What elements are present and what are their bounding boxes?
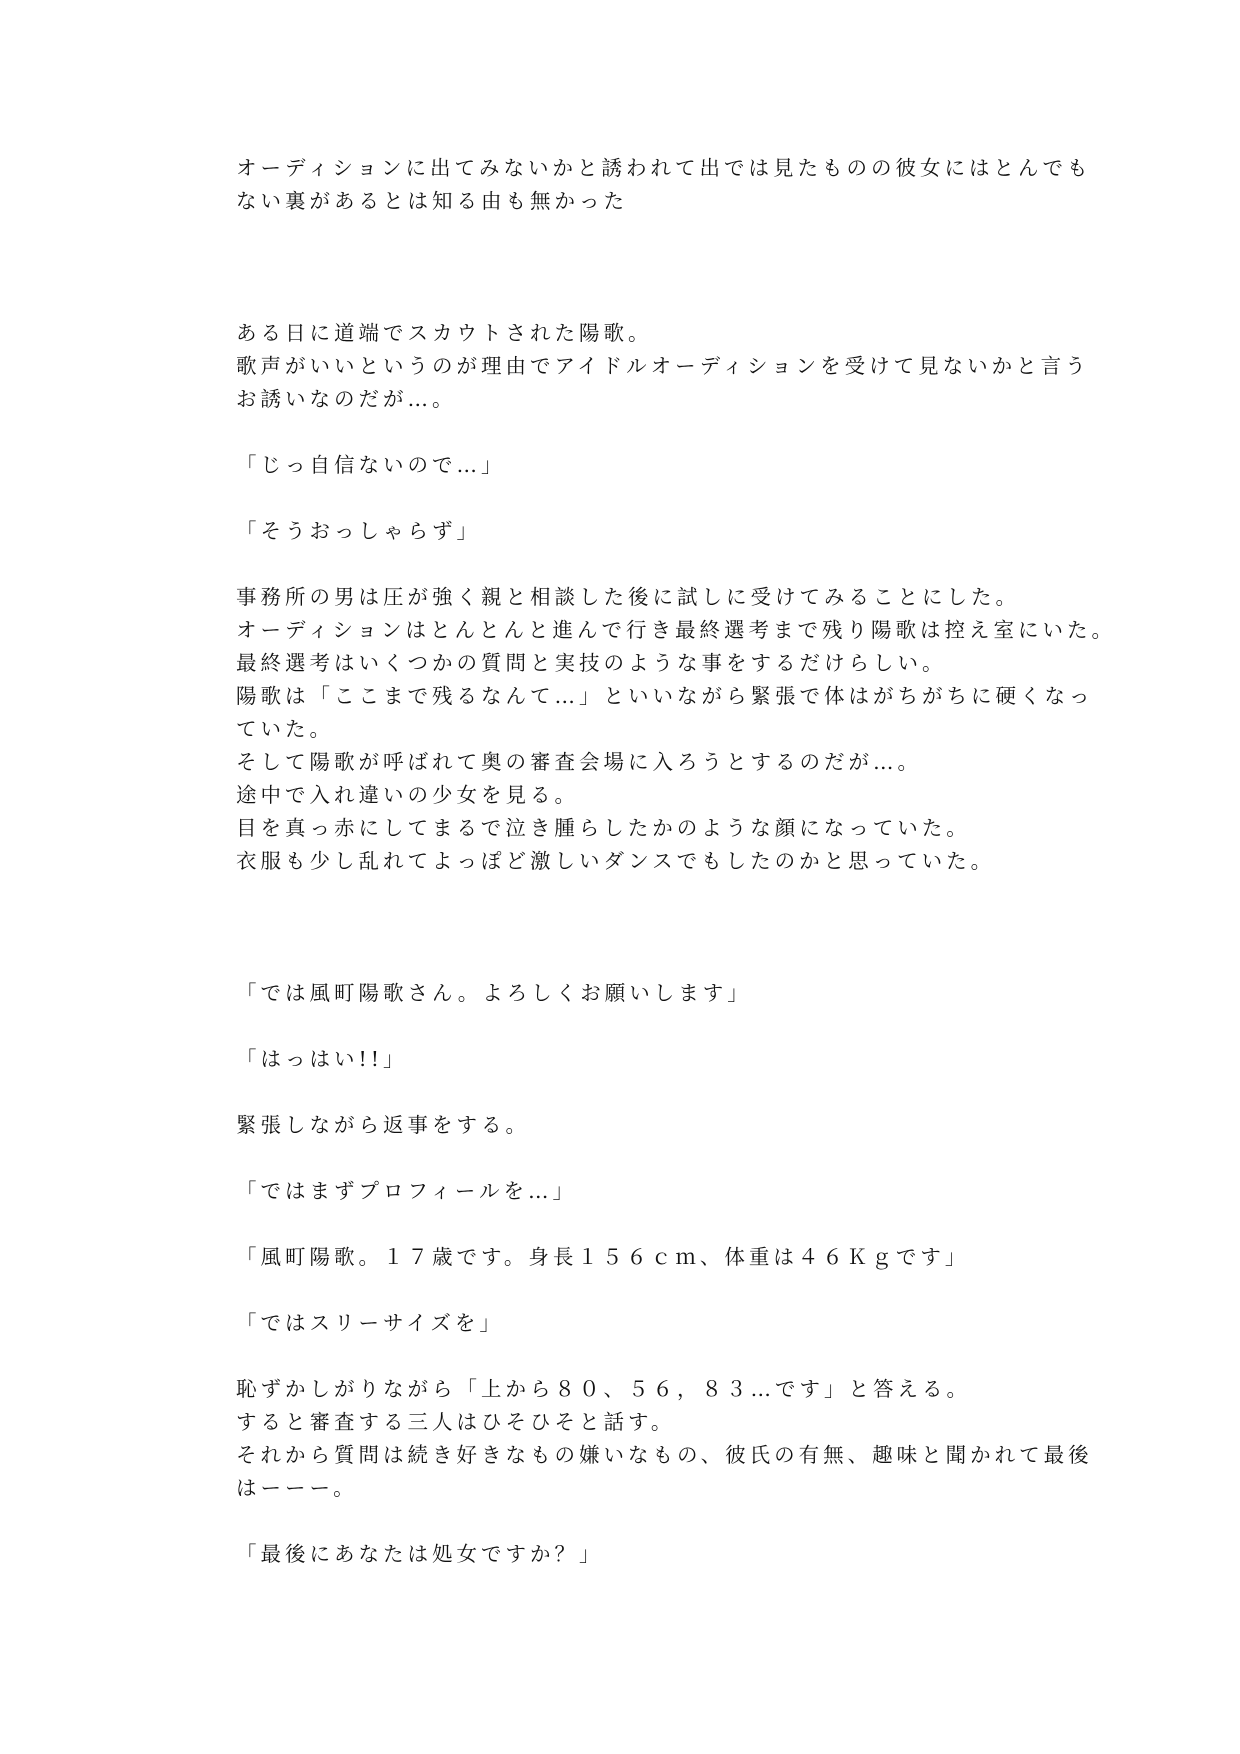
text-line: ある日に道端でスカウトされた陽歌。 bbox=[236, 321, 653, 345]
text-line: 「最後にあなたは処女ですか？」 bbox=[236, 1542, 604, 1566]
text-line: 「そうおっしゃらず」 bbox=[236, 519, 481, 543]
text-line: 衣服も少し乱れてよっぽど激しいダンスでもしたのかと思っていた。 bbox=[236, 849, 996, 873]
text-line: 「はっはい!!」 bbox=[236, 1047, 408, 1071]
text-line: オーディションに出てみないかと誘われて出では見たものの彼女にはとんでも bbox=[236, 156, 1092, 180]
text-line: 「ではスリーサイズを」 bbox=[236, 1311, 504, 1335]
text-line: 歌声がいいというのが理由でアイドルオーディションを受けて見ないかと言う bbox=[236, 354, 1090, 378]
text-line: すると審査する三人はひそひそと話す。 bbox=[236, 1410, 676, 1434]
text-line: ていた。 bbox=[236, 717, 334, 741]
text-line: 途中で入れ違いの少女を見る。 bbox=[236, 783, 579, 807]
text-line: 目を真っ赤にしてまるで泣き腫らしたかのような顔になっていた。 bbox=[236, 816, 971, 840]
text-line: それから質問は続き好きなもの嫌いなもの、彼氏の有無、趣味と聞かれて最後 bbox=[236, 1443, 1093, 1467]
text-line: お誘いなのだが…。 bbox=[236, 387, 457, 411]
text-line: 「風町陽歌。１７歳です。身長１５６ｃｍ、体重は４６Ｋｇです」 bbox=[236, 1245, 970, 1269]
text-line: 緊張しながら返事をする。 bbox=[236, 1113, 530, 1137]
text-line: 「じっ自信ないので…」 bbox=[236, 453, 506, 477]
text-line: そして陽歌が呼ばれて奥の審査会場に入ろうとするのだが…。 bbox=[236, 750, 922, 774]
text-line: はーーー。 bbox=[236, 1476, 358, 1500]
text-line: 「では風町陽歌さん。よろしくお願いします」 bbox=[236, 981, 752, 1005]
text-line: 「ではまずプロフィールを…」 bbox=[236, 1179, 577, 1203]
text-line: 恥ずかしがりながら「上から８０、５６，８３…です」と答える。 bbox=[236, 1377, 971, 1401]
text-line: 最終選考はいくつかの質問と実技のような事をするだけらしい。 bbox=[236, 651, 947, 675]
text-line: 陽歌は「ここまで残るなんて…」といいながら緊張で体はがちがちに硬くなっ bbox=[236, 684, 1094, 708]
text-line: ない裏があるとは知る由も無かった bbox=[236, 189, 628, 213]
text-line: 事務所の男は圧が強く親と相談した後に試しに受けてみることにした。 bbox=[236, 585, 1020, 609]
text-line: オーディションはとんとんと進んで行き最終選考まで残り陽歌は控え室にいた。 bbox=[236, 618, 1116, 642]
